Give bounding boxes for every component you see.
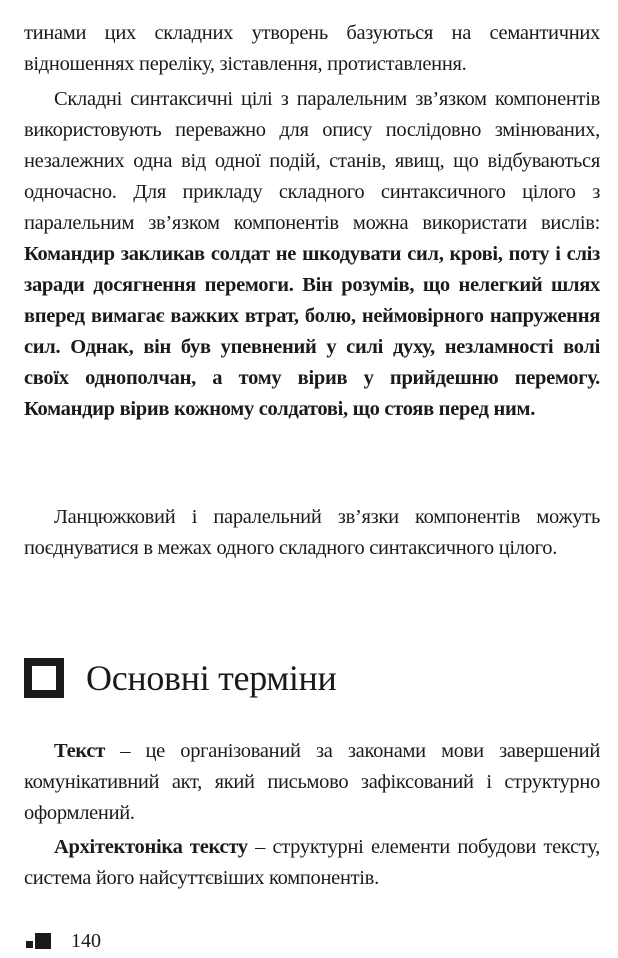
section-heading [24, 652, 337, 704]
page-number: 140 [71, 930, 101, 952]
term-text: – це організований за законами мови завершений комунікативний акт, який письмово зафіксований і структурно оформлений. [24, 740, 600, 824]
small-square-icon [26, 941, 33, 948]
paragraph-text: Складні синтаксичні цілі з паралельним зв’язком компонентів використовують переважно для опису послідовно змінюваних, незалежних одна від одної подій, станів, явищ, що відбуваються одночасно. Для прикладу складного синтаксичного цілого з паралельним зв’язком компонентів можна використати вислів: [24, 88, 600, 234]
term-definition [24, 736, 600, 829]
paragraph-continuation: тинами цих складних утворень базуються на семантичних відношеннях переліку, зіставлення, протиставлення. [24, 22, 600, 75]
square-icon [35, 933, 51, 949]
term-text: – структурні елементи побудови тексту, система його найсуттєвіших компонентів. [24, 836, 600, 889]
example-quote: Командир закликав солдат не шкодувати сил, крові, поту і сліз заради досягнення перемоги. Він розумів, що нелегкий шлях вперед вимагає важких втрат, болю, неймовірного напруження сил. Однак, він був упевнений у силі духу, незламності волі своїх однополчан, а тому вірив у прийдешню перемогу. Командир вірив кожному солдатові, що стояв перед ним. [24, 243, 600, 420]
term-name: Архітектоніка тексту [54, 836, 248, 858]
page-footer [26, 926, 101, 956]
section-title: Основні терміни [86, 658, 337, 698]
paragraph-combined-connection: Ланцюжковий і паралельний зв’язки компонентів можуть поєднуватися в межах одного складного синтаксичного цілого. [24, 506, 600, 559]
paragraph-parallel-connection [24, 84, 600, 425]
square-bullet-icon [24, 658, 64, 698]
term-name: Текст [54, 740, 105, 762]
term-definition [24, 832, 600, 894]
